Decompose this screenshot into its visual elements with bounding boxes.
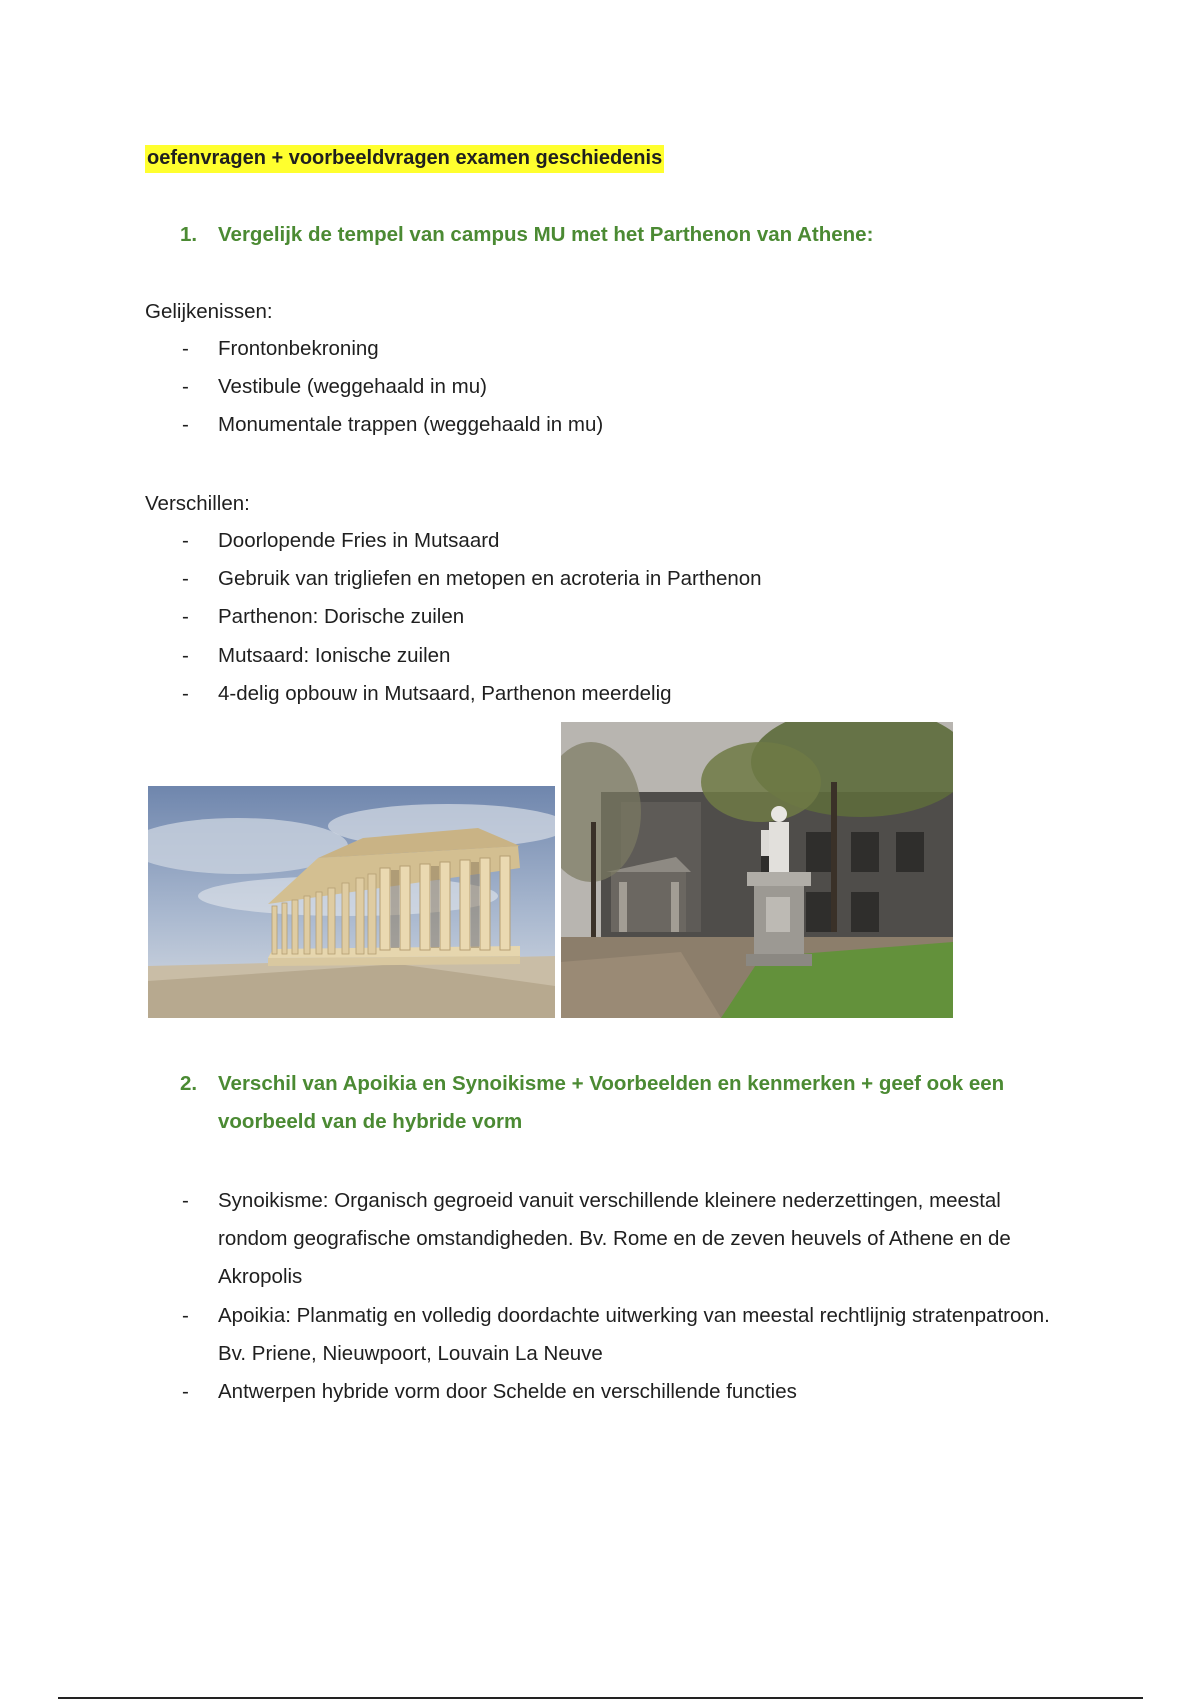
similarities-label: Gelijkenissen: (145, 300, 273, 323)
question-2-answer-list (182, 1182, 1062, 1411)
document-title: oefenvragen + voorbeeldvragen examen geschiedenis (145, 145, 664, 173)
list-marker: - (182, 1303, 189, 1327)
question-number: 2. (180, 1072, 198, 1095)
similarities-list (182, 330, 1062, 445)
page-bottom-divider (58, 1697, 1143, 1699)
list-item: - Mutsaard: Ionische zuilen (182, 637, 1062, 675)
list-marker: - (182, 605, 189, 629)
list-item: - Gebruik van trigliefen en metopen en acroteria in Parthenon (182, 560, 1062, 598)
list-item: - 4-delig opbouw in Mutsaard, Parthenon meerdelig (182, 675, 1062, 713)
differences-label: Verschillen: (145, 492, 250, 515)
question-2-heading (180, 1065, 1058, 1141)
question-text: Vergelijk de tempel van campus MU met het Parthenon van Athene: (218, 223, 874, 246)
list-marker: - (182, 681, 189, 705)
list-item: - Antwerpen hybride vorm door Schelde en verschillende functies (182, 1373, 1062, 1411)
list-item: - Vestibule (weggehaald in mu) (182, 368, 1062, 406)
list-marker: - (182, 643, 189, 667)
list-marker: - (182, 529, 189, 552)
list-item: - Frontonbekroning (182, 330, 1062, 368)
list-item: - Parthenon: Dorische zuilen (182, 598, 1062, 636)
list-marker: - (182, 1189, 189, 1212)
mutsaard-temple-photo (561, 722, 953, 1018)
question-text: Verschil van Apoikia en Synoikisme + Voorbeelden en kenmerken + geef ook een voorbeeld van de hybride vorm (218, 1072, 1005, 1133)
list-marker: - (182, 337, 189, 360)
list-marker: - (182, 567, 189, 591)
question-1-heading (180, 216, 1058, 254)
question-number: 1. (180, 223, 198, 246)
list-marker: - (182, 375, 189, 399)
list-item: - Doorlopende Fries in Mutsaard (182, 522, 1062, 560)
differences-list (182, 522, 1062, 713)
list-item: - Apoikia: Planmatig en volledig doordachte uitwerking van meestal rechtlijnig stratenpatroon. Bv. Priene, Nieuwpoort, Louvain La Neuve (182, 1297, 1062, 1373)
list-item: - Monumentale trappen (weggehaald in mu) (182, 406, 1062, 444)
parthenon-photo (148, 786, 555, 1018)
list-marker: - (182, 1380, 189, 1404)
list-marker: - (182, 413, 189, 437)
list-item: - Synoikisme: Organisch gegroeid vanuit verschillende kleinere nederzettingen, meestal rondom geografische omstandigheden. Bv. Rome en de zeven heuvels of Athene en de Akropolis (182, 1182, 1062, 1297)
